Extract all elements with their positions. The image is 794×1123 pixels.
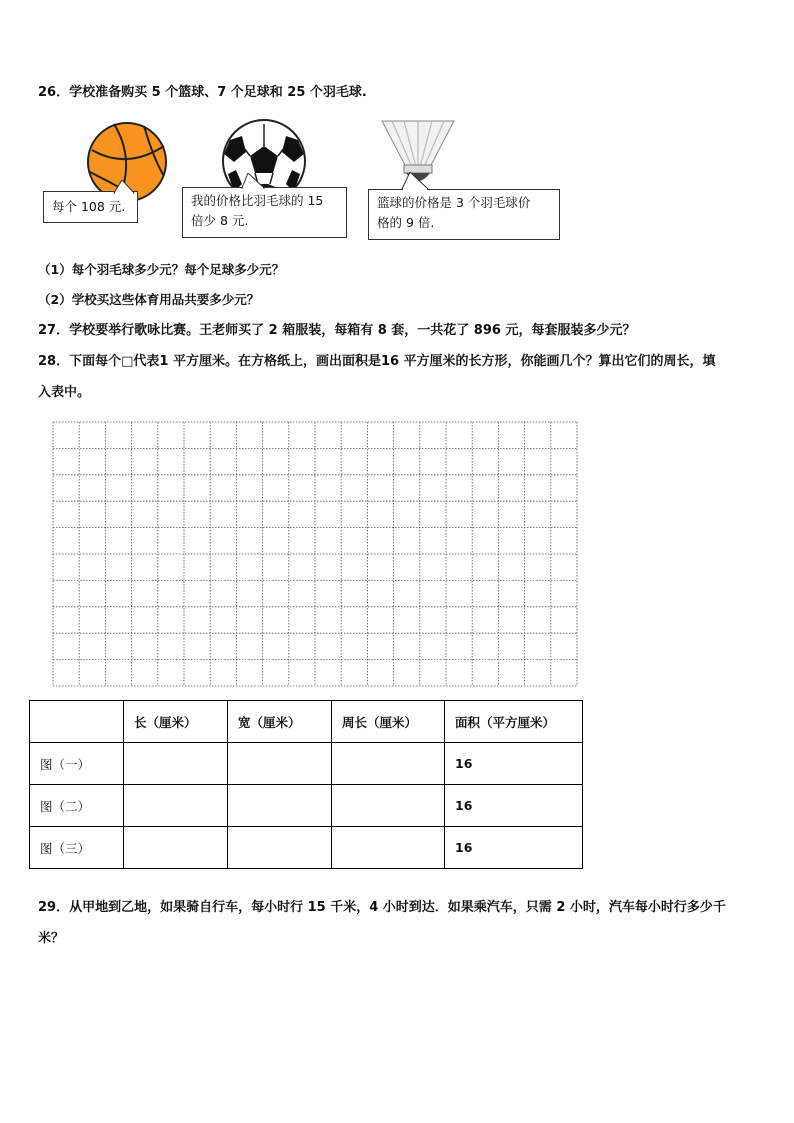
row-label: 图（三） <box>30 827 124 869</box>
area-cell: 16 <box>445 785 583 827</box>
shuttlecock-price-bubble <box>368 189 560 240</box>
perimeter-cell[interactable] <box>332 785 445 827</box>
table-header-row <box>30 701 583 743</box>
football-bubble-tail <box>236 173 270 189</box>
table-header-area: 面积（平方厘米） <box>445 701 583 743</box>
area-cell: 16 <box>445 827 583 869</box>
table-header-length: 长（厘米） <box>124 701 228 743</box>
q27-text: 27．学校要举行歌咏比赛。王老师买了 2 箱服装，每箱有 8 套，一共花了 896 元，每套服装多少元？ <box>38 323 636 338</box>
q29-line2: 米？ <box>38 931 65 946</box>
table-header-width: 宽（厘米） <box>228 701 332 743</box>
football-bubble-line2: 倍少 8 元. <box>191 213 249 228</box>
row-label: 图（二） <box>30 785 124 827</box>
q28-line2: 入表中。 <box>38 385 91 400</box>
shuttle-bubble-line2: 格的 9 倍. <box>377 215 435 230</box>
football-price-bubble <box>182 187 347 238</box>
basketball-bubble-tail <box>108 180 138 194</box>
q26-sub1: （1）每个羽毛球多少元？每个足球多少元？ <box>38 262 285 277</box>
q26-text: 26．学校准备购买 5 个篮球、7 个足球和 25 个羽毛球. <box>38 85 367 100</box>
length-cell[interactable] <box>124 743 228 785</box>
table-row <box>30 827 583 869</box>
length-cell[interactable] <box>124 785 228 827</box>
table-header-blank <box>30 701 124 743</box>
row-label: 图（一） <box>30 743 124 785</box>
answer-table <box>29 700 583 869</box>
q29-line1: 29．从甲地到乙地，如果骑自行车，每小时行 15 千米，4 小时到达．如果乘汽车，只需 2 小时，汽车每小时行多少千 <box>38 900 726 915</box>
shuttle-bubble-line1: 篮球的价格是 3 个羽毛球价 <box>377 195 531 210</box>
square-grid-paper[interactable] <box>52 421 578 687</box>
area-cell: 16 <box>445 743 583 785</box>
table-row <box>30 785 583 827</box>
q26-sub2: （2）学校买这些体育用品共要多少元？ <box>38 292 260 307</box>
basketball-bubble-text: 每个 108 元. <box>52 199 126 214</box>
width-cell[interactable] <box>228 827 332 869</box>
perimeter-cell[interactable] <box>332 827 445 869</box>
perimeter-cell[interactable] <box>332 743 445 785</box>
table-row <box>30 743 583 785</box>
shuttlecock-bubble-tail <box>398 172 438 190</box>
football-bubble-line1: 我的价格比羽毛球的 15 <box>191 193 324 208</box>
q28-line1: 28．下面每个□代表1 平方厘米。在方格纸上，画出面积是16 平方厘米的长方形，你能画几个？算出它们的周长，填 <box>38 354 716 369</box>
width-cell[interactable] <box>228 743 332 785</box>
table-header-perimeter: 周长（厘米） <box>332 701 445 743</box>
basketball-price-bubble <box>43 191 138 223</box>
width-cell[interactable] <box>228 785 332 827</box>
length-cell[interactable] <box>124 827 228 869</box>
